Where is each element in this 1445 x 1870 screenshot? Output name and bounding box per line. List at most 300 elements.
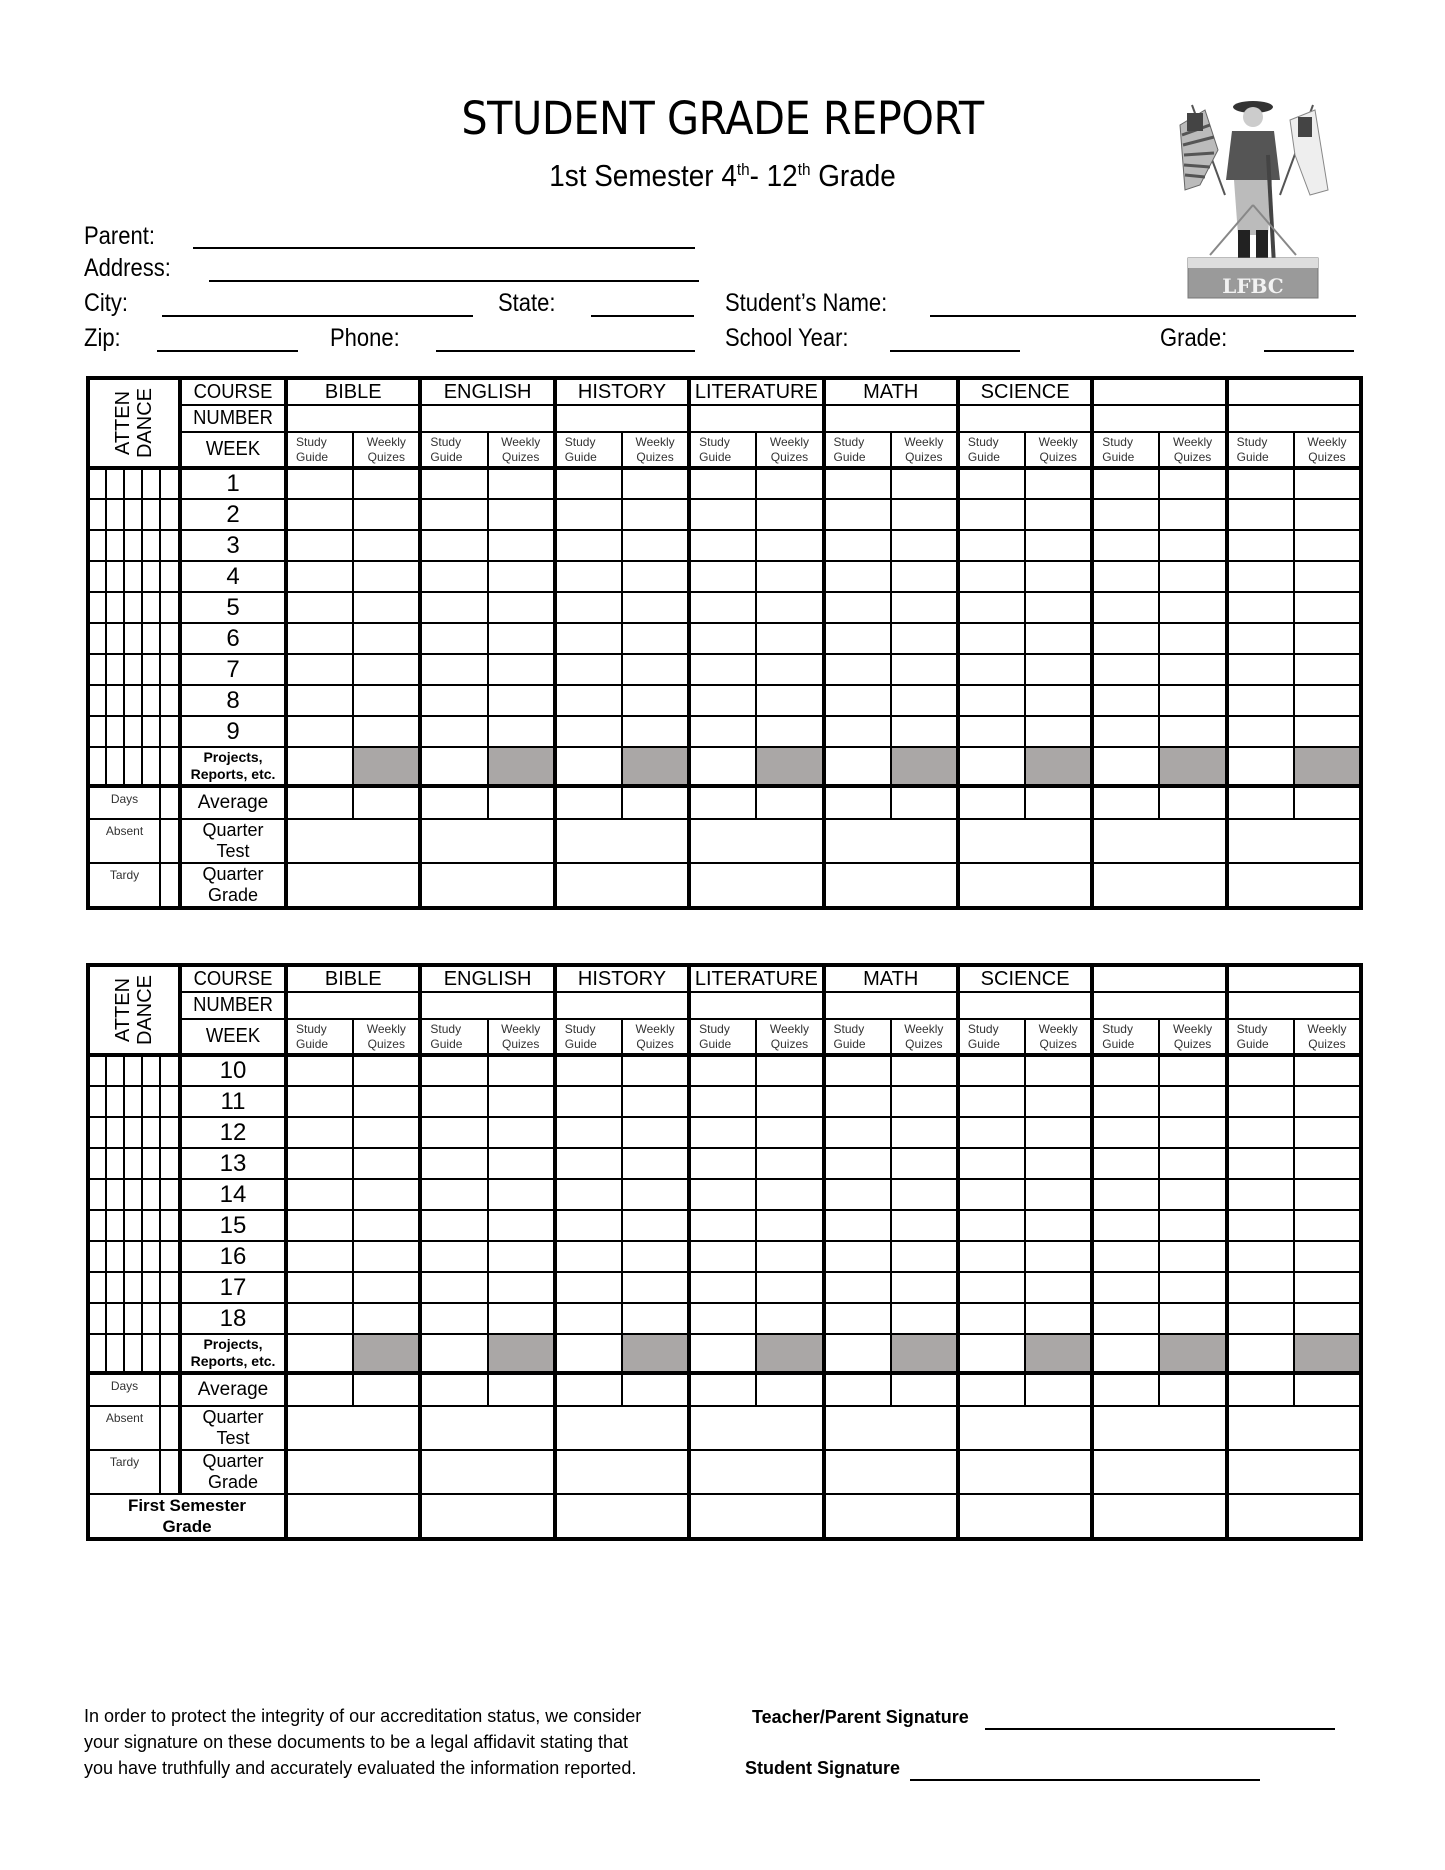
study-guide-cell[interactable] <box>420 1241 487 1272</box>
study-guide-cell[interactable] <box>958 1086 1025 1117</box>
weekly-quiz-cell[interactable] <box>1025 1303 1092 1334</box>
weekly-quiz-cell[interactable] <box>353 623 420 654</box>
weekly-quiz-cell[interactable] <box>756 1241 823 1272</box>
weekly-quiz-cell[interactable] <box>488 1055 555 1086</box>
study-guide-cell[interactable] <box>689 623 756 654</box>
study-guide-cell[interactable] <box>1092 1055 1159 1086</box>
course-number-cell[interactable] <box>555 992 689 1019</box>
study-guide-cell[interactable] <box>689 561 756 592</box>
study-guide-cell[interactable] <box>555 685 622 716</box>
average-weekly-quiz-cell[interactable] <box>353 786 420 819</box>
course-number-cell[interactable] <box>958 405 1092 432</box>
attendance-cell[interactable] <box>106 654 124 685</box>
weekly-quiz-cell[interactable] <box>488 468 555 499</box>
attendance-cell[interactable] <box>106 1241 124 1272</box>
attendance-cell[interactable] <box>106 499 124 530</box>
weekly-quiz-cell[interactable] <box>891 1241 958 1272</box>
first-semester-grade-cell[interactable] <box>555 1494 689 1539</box>
attendance-cell[interactable] <box>124 499 142 530</box>
quarter-test-cell[interactable] <box>824 1406 958 1450</box>
weekly-quiz-cell[interactable] <box>622 1303 689 1334</box>
weekly-quiz-cell[interactable] <box>488 1241 555 1272</box>
weekly-quiz-cell[interactable] <box>891 1055 958 1086</box>
attendance-cell[interactable] <box>106 1148 124 1179</box>
study-guide-cell[interactable] <box>689 499 756 530</box>
study-guide-cell[interactable] <box>1227 1272 1294 1303</box>
study-guide-cell[interactable] <box>824 1179 891 1210</box>
study-guide-cell[interactable] <box>689 1148 756 1179</box>
attendance-cell[interactable] <box>142 561 160 592</box>
attendance-cell[interactable] <box>106 1210 124 1241</box>
attendance-cell[interactable] <box>106 1086 124 1117</box>
study-guide-cell[interactable] <box>958 1148 1025 1179</box>
quarter-test-cell[interactable] <box>286 1406 420 1450</box>
study-guide-cell[interactable] <box>1227 654 1294 685</box>
projects-cell[interactable] <box>286 747 353 786</box>
weekly-quiz-cell[interactable] <box>622 1179 689 1210</box>
attendance-cell[interactable] <box>106 1303 124 1334</box>
attendance-cell[interactable] <box>106 747 124 786</box>
study-guide-cell[interactable] <box>689 654 756 685</box>
attendance-cell[interactable] <box>88 1272 106 1303</box>
average-study-guide-cell[interactable] <box>286 1373 353 1406</box>
attendance-cell[interactable] <box>142 1117 160 1148</box>
weekly-quiz-cell[interactable] <box>1159 468 1226 499</box>
attendance-cell[interactable] <box>142 1210 160 1241</box>
study-guide-cell[interactable] <box>286 499 353 530</box>
projects-cell[interactable] <box>824 747 891 786</box>
study-guide-cell[interactable] <box>420 1272 487 1303</box>
weekly-quiz-cell[interactable] <box>1159 1117 1226 1148</box>
weekly-quiz-cell[interactable] <box>353 499 420 530</box>
average-weekly-quiz-cell[interactable] <box>353 1373 420 1406</box>
study-guide-cell[interactable] <box>1227 716 1294 747</box>
study-guide-cell[interactable] <box>286 1148 353 1179</box>
study-guide-cell[interactable] <box>689 468 756 499</box>
weekly-quiz-cell[interactable] <box>891 561 958 592</box>
quarter-grade-cell[interactable] <box>824 1450 958 1494</box>
weekly-quiz-cell[interactable] <box>353 1272 420 1303</box>
attendance-cell[interactable] <box>124 592 142 623</box>
weekly-quiz-cell[interactable] <box>1025 1148 1092 1179</box>
attendance-cell[interactable] <box>88 468 106 499</box>
grade-input[interactable] <box>1264 350 1354 352</box>
study-guide-cell[interactable] <box>555 592 622 623</box>
weekly-quiz-cell[interactable] <box>1025 530 1092 561</box>
study-guide-cell[interactable] <box>420 1086 487 1117</box>
study-guide-cell[interactable] <box>824 1055 891 1086</box>
attendance-cell[interactable] <box>142 1086 160 1117</box>
quarter-grade-cell[interactable] <box>689 863 823 908</box>
study-guide-cell[interactable] <box>1092 716 1159 747</box>
days-value-cell[interactable] <box>160 1373 180 1406</box>
weekly-quiz-cell[interactable] <box>891 1086 958 1117</box>
quarter-grade-cell[interactable] <box>1092 863 1226 908</box>
attendance-cell[interactable] <box>106 1117 124 1148</box>
city-input[interactable] <box>162 315 473 317</box>
projects-cell[interactable] <box>420 1334 487 1373</box>
study-guide-cell[interactable] <box>689 1241 756 1272</box>
weekly-quiz-cell[interactable] <box>353 1179 420 1210</box>
study-guide-cell[interactable] <box>824 592 891 623</box>
attendance-cell[interactable] <box>124 747 142 786</box>
study-guide-cell[interactable] <box>420 654 487 685</box>
weekly-quiz-cell[interactable] <box>622 1055 689 1086</box>
attendance-cell[interactable] <box>106 592 124 623</box>
quarter-test-cell[interactable] <box>689 819 823 863</box>
attendance-cell[interactable] <box>124 1179 142 1210</box>
weekly-quiz-cell[interactable] <box>756 654 823 685</box>
weekly-quiz-cell[interactable] <box>1025 1272 1092 1303</box>
weekly-quiz-cell[interactable] <box>488 685 555 716</box>
attendance-cell[interactable] <box>142 1148 160 1179</box>
weekly-quiz-cell[interactable] <box>1294 1117 1361 1148</box>
average-weekly-quiz-cell[interactable] <box>1025 786 1092 819</box>
study-guide-cell[interactable] <box>1227 623 1294 654</box>
study-guide-cell[interactable] <box>958 654 1025 685</box>
attendance-cell[interactable] <box>142 468 160 499</box>
weekly-quiz-cell[interactable] <box>1025 561 1092 592</box>
study-guide-cell[interactable] <box>286 685 353 716</box>
weekly-quiz-cell[interactable] <box>1294 1303 1361 1334</box>
quarter-test-cell[interactable] <box>958 819 1092 863</box>
attendance-cell[interactable] <box>124 1055 142 1086</box>
attendance-cell[interactable] <box>142 716 160 747</box>
study-guide-cell[interactable] <box>555 561 622 592</box>
attendance-cell[interactable] <box>160 561 180 592</box>
study-guide-cell[interactable] <box>824 499 891 530</box>
attendance-cell[interactable] <box>142 1303 160 1334</box>
weekly-quiz-cell[interactable] <box>1159 1148 1226 1179</box>
study-guide-cell[interactable] <box>1092 530 1159 561</box>
quarter-test-cell[interactable] <box>1227 1406 1361 1450</box>
projects-cell[interactable] <box>1092 1334 1159 1373</box>
study-guide-cell[interactable] <box>1227 1179 1294 1210</box>
attendance-cell[interactable] <box>88 1334 106 1373</box>
days-value-cell[interactable] <box>160 786 180 819</box>
attendance-cell[interactable] <box>88 623 106 654</box>
study-guide-cell[interactable] <box>958 1210 1025 1241</box>
weekly-quiz-cell[interactable] <box>488 654 555 685</box>
study-guide-cell[interactable] <box>555 623 622 654</box>
study-guide-cell[interactable] <box>286 1086 353 1117</box>
weekly-quiz-cell[interactable] <box>488 1210 555 1241</box>
projects-cell[interactable] <box>1227 747 1294 786</box>
quarter-grade-cell[interactable] <box>958 863 1092 908</box>
study-guide-cell[interactable] <box>555 1303 622 1334</box>
weekly-quiz-cell[interactable] <box>1159 530 1226 561</box>
absent-value-cell[interactable] <box>160 819 180 863</box>
attendance-cell[interactable] <box>160 1210 180 1241</box>
study-guide-cell[interactable] <box>420 623 487 654</box>
weekly-quiz-cell[interactable] <box>1159 561 1226 592</box>
study-guide-cell[interactable] <box>555 1241 622 1272</box>
quarter-test-cell[interactable] <box>286 819 420 863</box>
weekly-quiz-cell[interactable] <box>1294 1210 1361 1241</box>
weekly-quiz-cell[interactable] <box>622 530 689 561</box>
study-guide-cell[interactable] <box>1092 468 1159 499</box>
first-semester-grade-cell[interactable] <box>958 1494 1092 1539</box>
weekly-quiz-cell[interactable] <box>1294 1055 1361 1086</box>
attendance-cell[interactable] <box>88 499 106 530</box>
weekly-quiz-cell[interactable] <box>756 623 823 654</box>
study-guide-cell[interactable] <box>689 1055 756 1086</box>
average-weekly-quiz-cell[interactable] <box>756 1373 823 1406</box>
course-number-cell[interactable] <box>1227 992 1361 1019</box>
attendance-cell[interactable] <box>124 1241 142 1272</box>
attendance-cell[interactable] <box>106 716 124 747</box>
weekly-quiz-cell[interactable] <box>488 1148 555 1179</box>
weekly-quiz-cell[interactable] <box>756 530 823 561</box>
weekly-quiz-cell[interactable] <box>756 592 823 623</box>
study-guide-cell[interactable] <box>824 561 891 592</box>
study-guide-cell[interactable] <box>286 1179 353 1210</box>
weekly-quiz-cell[interactable] <box>1159 1179 1226 1210</box>
quarter-grade-cell[interactable] <box>420 863 554 908</box>
weekly-quiz-cell[interactable] <box>353 685 420 716</box>
attendance-cell[interactable] <box>88 561 106 592</box>
study-guide-cell[interactable] <box>689 1117 756 1148</box>
study-guide-cell[interactable] <box>689 1086 756 1117</box>
study-guide-cell[interactable] <box>286 1303 353 1334</box>
study-guide-cell[interactable] <box>1092 1303 1159 1334</box>
study-guide-cell[interactable] <box>555 468 622 499</box>
quarter-test-cell[interactable] <box>1092 1406 1226 1450</box>
weekly-quiz-cell[interactable] <box>353 1148 420 1179</box>
weekly-quiz-cell[interactable] <box>756 1086 823 1117</box>
projects-cell[interactable] <box>689 747 756 786</box>
study-guide-cell[interactable] <box>689 716 756 747</box>
weekly-quiz-cell[interactable] <box>353 716 420 747</box>
study-guide-cell[interactable] <box>689 530 756 561</box>
weekly-quiz-cell[interactable] <box>1294 1272 1361 1303</box>
weekly-quiz-cell[interactable] <box>488 530 555 561</box>
attendance-cell[interactable] <box>160 1241 180 1272</box>
attendance-cell[interactable] <box>124 623 142 654</box>
course-number-cell[interactable] <box>420 992 554 1019</box>
projects-cell[interactable] <box>689 1334 756 1373</box>
study-guide-cell[interactable] <box>286 716 353 747</box>
course-number-cell[interactable] <box>1227 405 1361 432</box>
weekly-quiz-cell[interactable] <box>488 1272 555 1303</box>
average-study-guide-cell[interactable] <box>555 786 622 819</box>
attendance-cell[interactable] <box>142 685 160 716</box>
study-guide-cell[interactable] <box>1092 685 1159 716</box>
study-guide-cell[interactable] <box>1227 1055 1294 1086</box>
attendance-cell[interactable] <box>88 1303 106 1334</box>
attendance-cell[interactable] <box>124 654 142 685</box>
weekly-quiz-cell[interactable] <box>1294 716 1361 747</box>
study-guide-cell[interactable] <box>958 1303 1025 1334</box>
attendance-cell[interactable] <box>160 654 180 685</box>
phone-input[interactable] <box>436 350 695 352</box>
weekly-quiz-cell[interactable] <box>622 1117 689 1148</box>
first-semester-grade-cell[interactable] <box>420 1494 554 1539</box>
quarter-grade-cell[interactable] <box>555 863 689 908</box>
attendance-cell[interactable] <box>160 1272 180 1303</box>
study-guide-cell[interactable] <box>420 1117 487 1148</box>
weekly-quiz-cell[interactable] <box>622 1086 689 1117</box>
attendance-cell[interactable] <box>142 747 160 786</box>
weekly-quiz-cell[interactable] <box>1025 1086 1092 1117</box>
average-weekly-quiz-cell[interactable] <box>488 786 555 819</box>
weekly-quiz-cell[interactable] <box>353 1210 420 1241</box>
projects-cell[interactable] <box>420 747 487 786</box>
weekly-quiz-cell[interactable] <box>1294 1241 1361 1272</box>
projects-cell[interactable] <box>555 747 622 786</box>
study-guide-cell[interactable] <box>555 499 622 530</box>
study-guide-cell[interactable] <box>958 623 1025 654</box>
student-signature-input[interactable] <box>910 1779 1260 1781</box>
weekly-quiz-cell[interactable] <box>622 716 689 747</box>
attendance-cell[interactable] <box>88 685 106 716</box>
study-guide-cell[interactable] <box>824 1210 891 1241</box>
average-study-guide-cell[interactable] <box>689 786 756 819</box>
weekly-quiz-cell[interactable] <box>1159 499 1226 530</box>
attendance-cell[interactable] <box>106 530 124 561</box>
study-guide-cell[interactable] <box>1092 1179 1159 1210</box>
course-number-cell[interactable] <box>824 992 958 1019</box>
study-guide-cell[interactable] <box>689 592 756 623</box>
study-guide-cell[interactable] <box>420 499 487 530</box>
study-guide-cell[interactable] <box>420 468 487 499</box>
study-guide-cell[interactable] <box>1092 1086 1159 1117</box>
attendance-cell[interactable] <box>106 468 124 499</box>
weekly-quiz-cell[interactable] <box>353 1117 420 1148</box>
study-guide-cell[interactable] <box>824 716 891 747</box>
study-guide-cell[interactable] <box>1092 623 1159 654</box>
projects-cell[interactable] <box>1227 1334 1294 1373</box>
weekly-quiz-cell[interactable] <box>622 1272 689 1303</box>
average-study-guide-cell[interactable] <box>1092 1373 1159 1406</box>
average-study-guide-cell[interactable] <box>555 1373 622 1406</box>
attendance-cell[interactable] <box>124 685 142 716</box>
attendance-cell[interactable] <box>160 623 180 654</box>
projects-cell[interactable] <box>1092 747 1159 786</box>
weekly-quiz-cell[interactable] <box>488 592 555 623</box>
study-guide-cell[interactable] <box>1227 499 1294 530</box>
study-guide-cell[interactable] <box>958 592 1025 623</box>
weekly-quiz-cell[interactable] <box>1025 654 1092 685</box>
quarter-grade-cell[interactable] <box>555 1450 689 1494</box>
weekly-quiz-cell[interactable] <box>891 716 958 747</box>
study-guide-cell[interactable] <box>824 530 891 561</box>
average-study-guide-cell[interactable] <box>420 1373 487 1406</box>
weekly-quiz-cell[interactable] <box>622 685 689 716</box>
attendance-cell[interactable] <box>106 1334 124 1373</box>
projects-cell[interactable] <box>958 747 1025 786</box>
first-semester-grade-cell[interactable] <box>1227 1494 1361 1539</box>
study-guide-cell[interactable] <box>958 716 1025 747</box>
weekly-quiz-cell[interactable] <box>891 1210 958 1241</box>
average-study-guide-cell[interactable] <box>824 786 891 819</box>
weekly-quiz-cell[interactable] <box>1159 592 1226 623</box>
study-guide-cell[interactable] <box>420 1303 487 1334</box>
study-guide-cell[interactable] <box>420 1148 487 1179</box>
average-weekly-quiz-cell[interactable] <box>756 786 823 819</box>
weekly-quiz-cell[interactable] <box>622 1241 689 1272</box>
weekly-quiz-cell[interactable] <box>1294 561 1361 592</box>
weekly-quiz-cell[interactable] <box>1159 654 1226 685</box>
attendance-cell[interactable] <box>88 716 106 747</box>
study-guide-cell[interactable] <box>286 1272 353 1303</box>
quarter-grade-cell[interactable] <box>1227 1450 1361 1494</box>
course-number-cell[interactable] <box>958 992 1092 1019</box>
first-semester-grade-cell[interactable] <box>689 1494 823 1539</box>
weekly-quiz-cell[interactable] <box>1159 1086 1226 1117</box>
students-name-input[interactable] <box>930 315 1356 317</box>
study-guide-cell[interactable] <box>1092 561 1159 592</box>
average-study-guide-cell[interactable] <box>958 786 1025 819</box>
average-weekly-quiz-cell[interactable] <box>891 1373 958 1406</box>
study-guide-cell[interactable] <box>958 685 1025 716</box>
weekly-quiz-cell[interactable] <box>353 654 420 685</box>
attendance-cell[interactable] <box>106 561 124 592</box>
weekly-quiz-cell[interactable] <box>353 1055 420 1086</box>
weekly-quiz-cell[interactable] <box>1159 1241 1226 1272</box>
average-weekly-quiz-cell[interactable] <box>1294 1373 1361 1406</box>
quarter-test-cell[interactable] <box>555 1406 689 1450</box>
weekly-quiz-cell[interactable] <box>891 1117 958 1148</box>
weekly-quiz-cell[interactable] <box>1025 1117 1092 1148</box>
average-weekly-quiz-cell[interactable] <box>1025 1373 1092 1406</box>
attendance-cell[interactable] <box>124 468 142 499</box>
weekly-quiz-cell[interactable] <box>891 623 958 654</box>
study-guide-cell[interactable] <box>958 561 1025 592</box>
study-guide-cell[interactable] <box>1227 1241 1294 1272</box>
weekly-quiz-cell[interactable] <box>756 1303 823 1334</box>
study-guide-cell[interactable] <box>824 1117 891 1148</box>
quarter-test-cell[interactable] <box>1092 819 1226 863</box>
attendance-cell[interactable] <box>124 530 142 561</box>
average-weekly-quiz-cell[interactable] <box>1159 1373 1226 1406</box>
attendance-cell[interactable] <box>106 1272 124 1303</box>
weekly-quiz-cell[interactable] <box>891 592 958 623</box>
weekly-quiz-cell[interactable] <box>622 561 689 592</box>
study-guide-cell[interactable] <box>420 530 487 561</box>
weekly-quiz-cell[interactable] <box>1159 1055 1226 1086</box>
school-year-input[interactable] <box>890 350 1020 352</box>
weekly-quiz-cell[interactable] <box>756 561 823 592</box>
quarter-grade-cell[interactable] <box>420 1450 554 1494</box>
study-guide-cell[interactable] <box>286 530 353 561</box>
weekly-quiz-cell[interactable] <box>1294 1148 1361 1179</box>
average-study-guide-cell[interactable] <box>420 786 487 819</box>
weekly-quiz-cell[interactable] <box>622 1148 689 1179</box>
attendance-cell[interactable] <box>88 1055 106 1086</box>
average-weekly-quiz-cell[interactable] <box>891 786 958 819</box>
attendance-cell[interactable] <box>88 1241 106 1272</box>
study-guide-cell[interactable] <box>824 1241 891 1272</box>
weekly-quiz-cell[interactable] <box>756 1210 823 1241</box>
weekly-quiz-cell[interactable] <box>1025 623 1092 654</box>
attendance-cell[interactable] <box>88 1148 106 1179</box>
attendance-cell[interactable] <box>124 1303 142 1334</box>
study-guide-cell[interactable] <box>420 1055 487 1086</box>
study-guide-cell[interactable] <box>958 1241 1025 1272</box>
study-guide-cell[interactable] <box>286 654 353 685</box>
course-number-cell[interactable] <box>555 405 689 432</box>
attendance-cell[interactable] <box>106 623 124 654</box>
weekly-quiz-cell[interactable] <box>891 499 958 530</box>
attendance-cell[interactable] <box>124 561 142 592</box>
attendance-cell[interactable] <box>124 1272 142 1303</box>
weekly-quiz-cell[interactable] <box>353 1086 420 1117</box>
study-guide-cell[interactable] <box>420 592 487 623</box>
attendance-cell[interactable] <box>124 1334 142 1373</box>
quarter-grade-cell[interactable] <box>1227 863 1361 908</box>
attendance-cell[interactable] <box>88 1117 106 1148</box>
